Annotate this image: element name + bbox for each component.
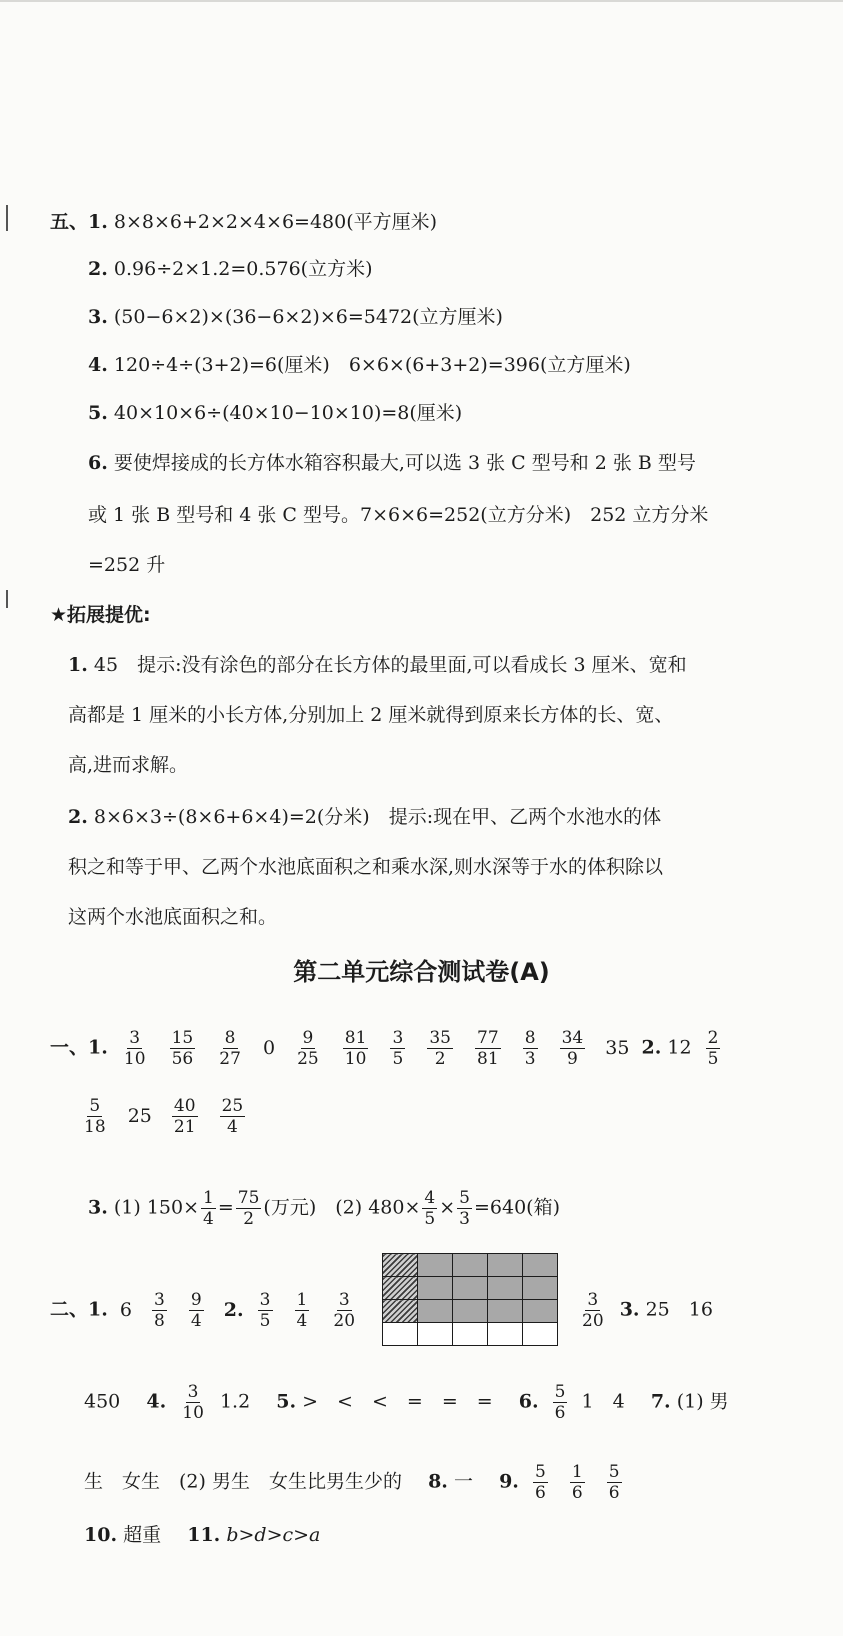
answer-value: 35 bbox=[605, 1036, 630, 1059]
part2-line-4 bbox=[84, 1522, 320, 1548]
question-number: 二、1. bbox=[50, 1298, 108, 1321]
part2-line-3 bbox=[84, 1462, 630, 1503]
ext-q1-line-a bbox=[68, 652, 687, 678]
question-number: 5. bbox=[88, 402, 108, 424]
part2-line-1-right bbox=[572, 1290, 713, 1331]
fraction: $\frac{3}{10}$ bbox=[123, 1028, 146, 1069]
fraction: $\frac{9}{4}$ bbox=[190, 1290, 202, 1331]
answer-text: 40×10×6÷(40×10−10×10)=8(厘米) bbox=[113, 402, 463, 424]
answer-text: 8×8×6+2×2×4×6=480(平方厘米) bbox=[113, 211, 438, 233]
question-number: 2. bbox=[88, 258, 108, 280]
answer-value: 6 bbox=[119, 1298, 132, 1321]
grid-cell-white bbox=[523, 1323, 558, 1346]
ext-q1-line-b: 高都是 1 厘米的小长方体,分别加上 2 厘米就得到原来长方体的长、宽、 bbox=[68, 704, 674, 726]
grid-cell-gray bbox=[488, 1300, 523, 1323]
answer-text: 120÷4÷(3+2)=6(厘米) 6×6×(6+3+2)=396(立方厘米) bbox=[113, 354, 631, 376]
question-number: 3. bbox=[88, 1196, 108, 1219]
fraction: $\frac{40}{21}$ bbox=[173, 1096, 196, 1137]
binding-margin-mark bbox=[6, 590, 8, 608]
grid-cell-gray bbox=[523, 1300, 558, 1323]
grid-cell-white bbox=[453, 1323, 488, 1346]
fraction: $\frac{5}{6}$ bbox=[534, 1462, 546, 1503]
answer-text: 超重 bbox=[123, 1524, 162, 1546]
sec5-line-2 bbox=[88, 256, 372, 282]
grid-cell-shaded bbox=[383, 1254, 418, 1277]
grid-cell-gray bbox=[418, 1300, 453, 1323]
fraction: $\frac{34}{9}$ bbox=[561, 1028, 584, 1069]
answer-text: 一 bbox=[453, 1470, 473, 1493]
question-number: 2. bbox=[641, 1036, 662, 1059]
part1-line-2 bbox=[74, 1096, 253, 1137]
question-number: 4. bbox=[146, 1390, 167, 1413]
answer-value: 25 16 bbox=[645, 1298, 713, 1321]
fraction: $\frac{3}{20}$ bbox=[333, 1290, 356, 1331]
top-edge-line bbox=[0, 0, 843, 2]
grid-cell-white bbox=[383, 1323, 418, 1346]
grid-cell-gray bbox=[523, 1254, 558, 1277]
unit-title: 第二单元综合测试卷(A) bbox=[293, 958, 550, 986]
sec5-line-3 bbox=[88, 304, 503, 330]
grid-cell-gray bbox=[453, 1277, 488, 1300]
fraction: $\frac{5}{6}$ bbox=[608, 1462, 620, 1503]
fraction: $\frac{77}{81}$ bbox=[477, 1028, 499, 1069]
fraction: $\frac{8}{3}$ bbox=[524, 1028, 536, 1069]
sec5-line-6b bbox=[88, 502, 708, 528]
answer-text: > < < = = = bbox=[302, 1390, 493, 1413]
fraction: $\frac{4}{5}$ bbox=[424, 1188, 436, 1229]
answer-value: 0 bbox=[262, 1036, 276, 1059]
question-number: 5. bbox=[276, 1390, 297, 1413]
grid-cell-gray bbox=[418, 1277, 453, 1300]
question-number: 6. bbox=[88, 452, 108, 474]
question-number: 2. bbox=[223, 1298, 244, 1321]
question-number: 一、1. bbox=[50, 1036, 108, 1059]
answer-text: (万元) (2) 480× bbox=[263, 1196, 421, 1219]
part2-line-2 bbox=[84, 1382, 729, 1423]
answer-text: (50−6×2)×(36−6×2)×6=5472(立方厘米) bbox=[113, 306, 503, 328]
answer-value: 450 bbox=[84, 1390, 121, 1413]
fraction: $\frac{5}{3}$ bbox=[459, 1188, 470, 1229]
question-number: 7. bbox=[650, 1390, 671, 1413]
fraction: $\frac{5}{6}$ bbox=[554, 1382, 566, 1423]
answer-text: 45 提示:没有涂色的部分在长方体的最里面,可以看成长 3 厘米、宽和 bbox=[93, 654, 687, 676]
fraction: $\frac{1}{6}$ bbox=[571, 1462, 583, 1503]
sec5-line-6a bbox=[88, 450, 696, 476]
answer-text: (1) 男 bbox=[676, 1390, 729, 1413]
fraction: $\frac{1}{4}$ bbox=[203, 1188, 214, 1229]
fraction: $\frac{8}{27}$ bbox=[219, 1028, 241, 1069]
question-number: 3. bbox=[88, 306, 108, 328]
grid-cell-gray bbox=[453, 1254, 488, 1277]
question-number: 五、1. bbox=[50, 211, 108, 233]
answer-text: (1) 150× bbox=[113, 1196, 200, 1219]
answer-value: 1 4 bbox=[581, 1390, 625, 1413]
answer-value: 25 bbox=[127, 1104, 152, 1127]
question-number: 1. bbox=[68, 654, 88, 676]
answer-text: 或 1 张 B 型号和 4 张 C 型号。7×6×6=252(立方分米) 252 立方分米 bbox=[88, 504, 709, 526]
fraction: $\frac{81}{10}$ bbox=[344, 1028, 367, 1069]
question-number: 4. bbox=[88, 354, 108, 376]
grid-cell-white bbox=[418, 1323, 453, 1346]
question-number: 9. bbox=[499, 1470, 519, 1493]
sec5-line-4 bbox=[88, 352, 631, 378]
answer-text: 8×6×3÷(8×6+6×4)=2(分米) 提示:现在甲、乙两个水池水的体 bbox=[93, 806, 662, 828]
fraction: $\frac{1}{4}$ bbox=[296, 1290, 308, 1331]
question-number: 2. bbox=[68, 806, 88, 828]
sec5-line-6c bbox=[88, 552, 165, 578]
fraction: $\frac{75}{2}$ bbox=[237, 1188, 260, 1229]
grid-cell-shaded bbox=[383, 1277, 418, 1300]
fraction: $\frac{35}{2}$ bbox=[429, 1028, 451, 1069]
fraction: $\frac{3}{5}$ bbox=[259, 1290, 271, 1331]
fraction: $\frac{3}{8}$ bbox=[154, 1290, 165, 1331]
answer-text: 0.96÷2×1.2=0.576(立方米) bbox=[113, 258, 373, 280]
ext-q2-line-a bbox=[68, 804, 661, 830]
question-number: 11. bbox=[187, 1524, 221, 1546]
question-number: 3. bbox=[619, 1298, 640, 1321]
answer-text: 生 女生 (2) 男生 女生比男生少的 bbox=[84, 1470, 402, 1493]
grid-cell-gray bbox=[488, 1254, 523, 1277]
answer-text: b>d>c>a bbox=[226, 1524, 321, 1546]
fraction: $\frac{3}{5}$ bbox=[392, 1028, 404, 1069]
ext-q2-line-c: 这两个水池底面积之和。 bbox=[68, 906, 278, 928]
ext-q2-line-b: 积之和等于甲、乙两个水池底面积之和乘水深,则水深等于水的体积除以 bbox=[68, 856, 664, 878]
question-number: 8. bbox=[428, 1470, 448, 1493]
sec5-line-5 bbox=[88, 400, 462, 426]
answer-value: 1.2 bbox=[219, 1390, 251, 1413]
fraction: $\frac{15}{56}$ bbox=[171, 1028, 194, 1069]
grid-cell-gray bbox=[488, 1277, 523, 1300]
fraction: $\frac{25}{4}$ bbox=[221, 1096, 244, 1137]
extension-heading: ★拓展提优: bbox=[50, 604, 151, 626]
times-sign: × bbox=[439, 1196, 456, 1219]
grid-cell-gray bbox=[523, 1277, 558, 1300]
part1-line-3 bbox=[88, 1188, 560, 1229]
question-number: 6. bbox=[518, 1390, 539, 1413]
ext-q1-line-c: 高,进而求解。 bbox=[68, 754, 189, 776]
fraction: $\frac{3}{20}$ bbox=[582, 1290, 604, 1331]
grid-cell-gray bbox=[418, 1254, 453, 1277]
binding-margin-mark bbox=[6, 205, 8, 231]
answer-text: =640(箱) bbox=[473, 1196, 560, 1219]
fraction: $\frac{5}{18}$ bbox=[84, 1096, 106, 1137]
grid-cell-white bbox=[488, 1323, 523, 1346]
fraction: $\frac{9}{25}$ bbox=[297, 1028, 319, 1069]
shaded-grid-figure bbox=[382, 1253, 558, 1346]
part2-line-1-left bbox=[50, 1290, 365, 1331]
answer-value: 12 bbox=[667, 1036, 692, 1059]
fraction: $\frac{2}{5}$ bbox=[707, 1028, 719, 1069]
fraction: $\frac{3}{10}$ bbox=[182, 1382, 204, 1423]
question-number: 10. bbox=[84, 1524, 118, 1546]
grid-cell-gray bbox=[453, 1300, 488, 1323]
sec5-line-1 bbox=[50, 209, 437, 235]
answer-text: 要使焊接成的长方体水箱容积最大,可以选 3 张 C 型号和 2 张 B 型号 bbox=[113, 452, 696, 474]
equals-sign: = bbox=[217, 1196, 234, 1219]
answer-text: =252 升 bbox=[88, 554, 166, 576]
part1-line-1 bbox=[50, 1028, 728, 1069]
grid-cell-shaded bbox=[383, 1300, 418, 1323]
